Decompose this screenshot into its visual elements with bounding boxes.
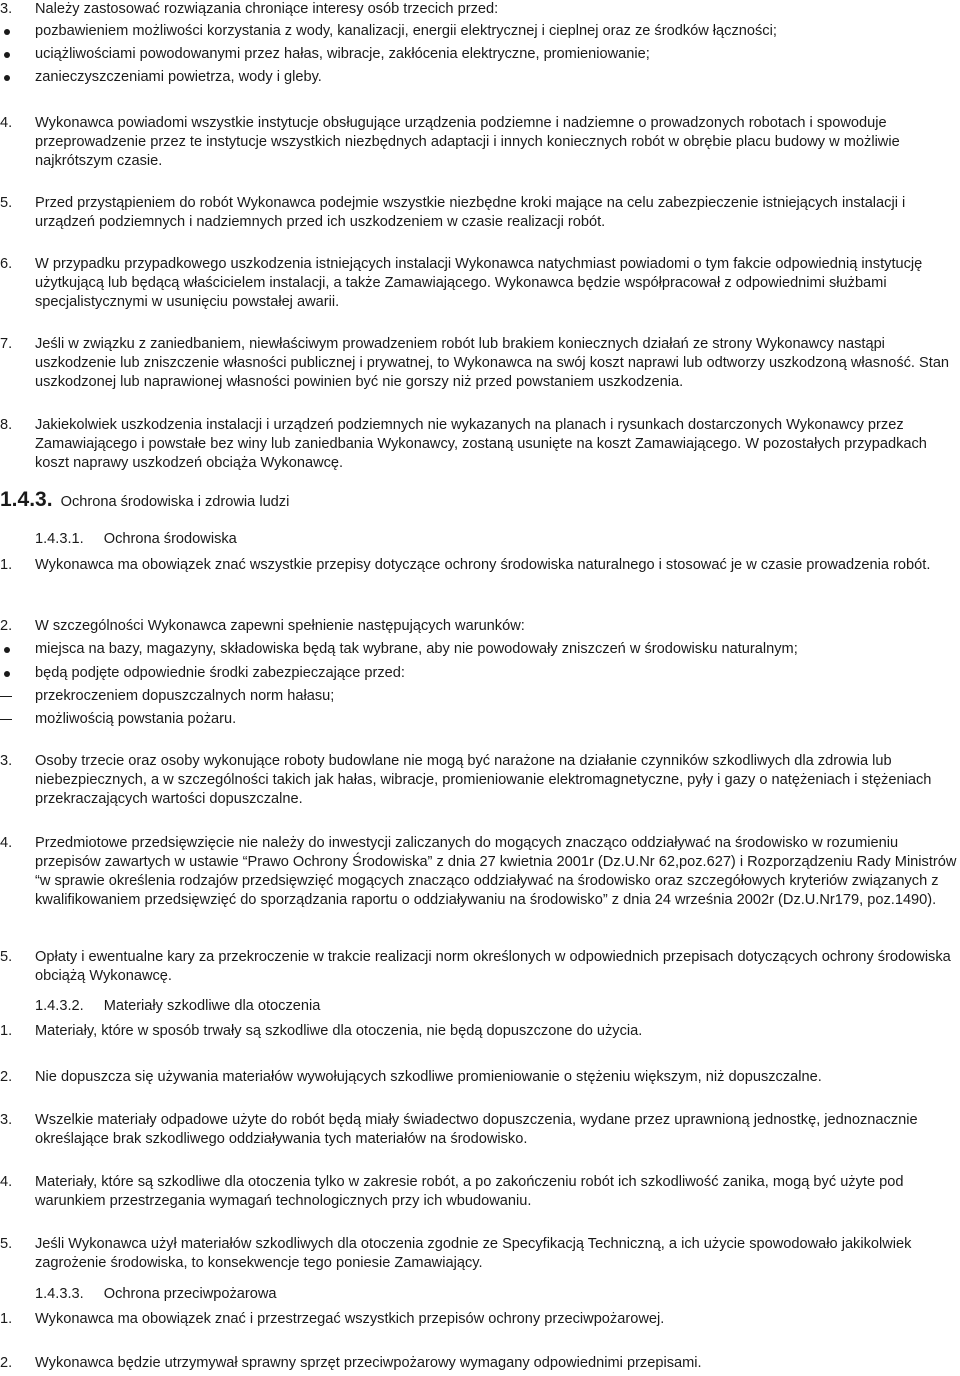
list-item-number: 5. — [0, 949, 13, 965]
paragraph-text: Należy zastosować rozwiązania chroniące interesy osób trzecich przed: — [35, 1, 499, 17]
paragraph-text: Wykonawca powiadomi wszystkie instytucje obsługujące urządzenia podziemne i nadziemne o prowadzonych robotach i spowoduje przeprowadzenie przez te instytucje wszystkich niezbędnych adaptacji i innych koniecznych robót w obrębie placu budowy w możliwie najkrótszym czasie. — [35, 115, 900, 169]
list-item-number: 2. — [0, 1069, 13, 1085]
list-item-text: Wykonawca ma obowiązek znać wszystkie przepisy dotyczące ochrony środowiska naturalnego i stosować je w czasie prowadzenia robót. — [35, 557, 931, 573]
subsection-heading — [35, 997, 320, 1016]
subsection-title: Ochrona przeciwpożarowa — [103, 1286, 277, 1302]
subsection-heading — [35, 1285, 277, 1304]
list-item-text: Jeśli Wykonawca użył materiałów szkodliwych dla otoczenia zgodnie ze Specyfikacją Techniczną, a ich użycie spowodowało jakikolwiek zagrożenie środowiska, to konsekwencje tego poniesie Zamawiający. — [35, 1236, 912, 1271]
list-item-number: 4. — [0, 835, 13, 851]
list-item-number: 1. — [0, 557, 13, 573]
bullet-icon — [4, 52, 10, 58]
list-item-text: Wszelkie materiały odpadowe użyte do robót będą miały świadectwo dopuszczenia, wydane przez uprawnioną jednostkę, jednoznacznie określające brak szkodliwego oddziaływania tych materiałów na środowisko. — [35, 1112, 918, 1147]
list-item-text: Osoby trzecie oraz osoby wykonujące roboty budowlane nie mogą być narażone na działanie czynników szkodliwych dla zdrowia lub niebezpiecznych, a w szczególności takich jak hałas, wibracje, promieniowanie elektromagnetyczne, pyły i gazy o natężeniach i stężeniach przekraczających wartości dopuszczalne. — [35, 753, 932, 807]
bullet-icon — [4, 75, 10, 81]
paragraph-text: Jeśli w związku z zaniedbaniem, niewłaściwym prowadzeniem robót lub brakiem koniecznych działań ze strony Wykonawcy nastąpi uszkodzenie lub zniszczenie własności publicznej i prywatnej, to Wykonawca na swój koszt naprawi lub odtworzy uszkodzoną własność. Stan uszkodzonej lub naprawionej własności powinien być nie gorszy niż przed powstaniem uszkodzenia. — [35, 336, 950, 390]
subsection-number: 1.4.3.1. — [35, 531, 84, 547]
bullet-icon — [4, 647, 10, 653]
list-item-number: 2. — [0, 1355, 13, 1371]
paragraph-text: Przed przystąpieniem do robót Wykonawca podejmie wszystkie niezbędne kroki mające na celu zabezpieczenie istniejących instalacji i urządzeń podziemnych i nadziemnych przed ich uszkodzeniem w czasie realizacji robót. — [35, 195, 906, 230]
bullet-icon — [4, 29, 10, 35]
subsection-title: Ochrona środowiska — [103, 531, 237, 547]
paragraph-number: 5. — [0, 195, 13, 211]
paragraph-text: Jakiekolwiek uszkodzenia instalacji i urządzeń podziemnych nie wykazanych na planach i rysunkach dostarczonych Wykonawcy przez Zamawiającego i powstałe bez winy lub zaniedbania Wykonawcy, zostaną usunięte na koszt Zamawiającego. W pozostałych przypadkach koszt naprawy uszkodzeń obciąża Wykonawcę. — [35, 417, 927, 471]
dash-icon — [0, 696, 12, 697]
list-item-text: Przedmiotowe przedsięwzięcie nie należy do inwestycji zaliczanych do mogących znacząco oddziaływać na środowisko w rozumieniu przepisów zawartych w ustawie “Prawo Ochrony Środowiska” z dnia 27 kwietnia 2001r (Dz.U.Nr 62,poz.627) i Rozporządzeniu Rady Ministrów “w sprawie określenia rodzajów przedsięwzięć mogących znacząco oddziaływać na środowisko oraz szczegółowych kryteriów związanych z kwalifikowaniem przedsięwzięć do sporządzania raportu o oddziaływaniu na środowisko” z dnia 24 września 2002r (Dz.U.Nr179, poz.1490). — [35, 835, 957, 908]
list-item-number: 5. — [0, 1236, 13, 1252]
paragraph-number: 8. — [0, 417, 13, 433]
list-item-number: 1. — [0, 1023, 13, 1039]
list-item-number: 3. — [0, 753, 13, 769]
dash-text: przekroczeniem dopuszczalnych norm hałasu; — [35, 688, 335, 704]
list-item-number: 3. — [0, 1112, 13, 1128]
list-item-text: Wykonawca ma obowiązek znać i przestrzegać wszystkich przepisów ochrony przeciwpożarowej. — [35, 1311, 665, 1327]
bullet-text: uciążliwościami powodowanymi przez hałas, wibracje, zakłócenia elektryczne, promieniowanie; — [35, 46, 650, 62]
bullet-text: pozbawieniem możliwości korzystania z wody, kanalizacji, energii elektrycznej i cieplnej oraz ze środków łączności; — [35, 23, 777, 39]
paragraph-number: 6. — [0, 256, 13, 272]
section-number: 1.4.3. — [0, 488, 53, 511]
list-item-number: 4. — [0, 1174, 13, 1190]
list-item-text: Wykonawca będzie utrzymywał sprawny sprzęt przeciwpożarowy wymagany odpowiednimi przepisami. — [35, 1355, 702, 1371]
subsection-heading — [35, 530, 237, 549]
dash-icon — [0, 719, 12, 720]
paragraph-number: 7. — [0, 336, 13, 352]
section-title: Ochrona środowiska i zdrowia ludzi — [60, 494, 290, 510]
paragraph-number: 4. — [0, 115, 13, 131]
list-item-text: Materiały, które są szkodliwe dla otoczenia tylko w zakresie robót, a po zakończeniu robót ich szkodliwość zanika, mogą być użyte pod warunkiem przestrzegania wymagań technologicznych przy ich wbudowaniu. — [35, 1174, 904, 1209]
list-item-number: 2. — [0, 618, 13, 634]
dash-text: możliwością powstania pożaru. — [35, 711, 237, 727]
subsection-number: 1.4.3.2. — [35, 998, 84, 1014]
bullet-text: będą podjęte odpowiednie środki zabezpieczające przed: — [35, 665, 405, 681]
paragraph-number: 3. — [0, 1, 13, 17]
list-item-text: Nie dopuszcza się używania materiałów wywołujących szkodliwe promieniowanie o stężeniu większym, niż dopuszczalne. — [35, 1069, 822, 1085]
bullet-icon — [4, 671, 10, 677]
list-item-text: Materiały, które w sposób trwały są szkodliwe dla otoczenia, nie będą dopuszczone do użycia. — [35, 1023, 643, 1039]
subsection-number: 1.4.3.3. — [35, 1286, 84, 1302]
bullet-text: miejsca na bazy, magazyny, składowiska będą tak wybrane, aby nie powodowały zniszczeń w środowisku naturalnym; — [35, 641, 798, 657]
paragraph-text: W przypadku przypadkowego uszkodzenia istniejących instalacji Wykonawca natychmiast powiadomi o tym fakcie odpowiednią instytucję użytkującą lub będącą właścicielem instalacji, a także Zamawiającego. Wykonawca będzie współpracował z odpowiednimi służbami specjalistycznymi w usunięciu powstałej awarii. — [35, 256, 923, 310]
bullet-text: zanieczyszczeniami powietrza, wody i gleby. — [35, 69, 322, 85]
list-item-number: 1. — [0, 1311, 13, 1327]
list-item-text: Opłaty i ewentualne kary za przekroczenie w trakcie realizacji norm określonych w odpowiednich przepisach dotyczących ochrony środowiska obciążą Wykonawcę. — [35, 949, 951, 984]
subsection-title: Materiały szkodliwe dla otoczenia — [103, 998, 321, 1014]
section-heading — [0, 490, 289, 512]
list-item-text: W szczególności Wykonawca zapewni spełnienie następujących warunków: — [35, 618, 525, 634]
